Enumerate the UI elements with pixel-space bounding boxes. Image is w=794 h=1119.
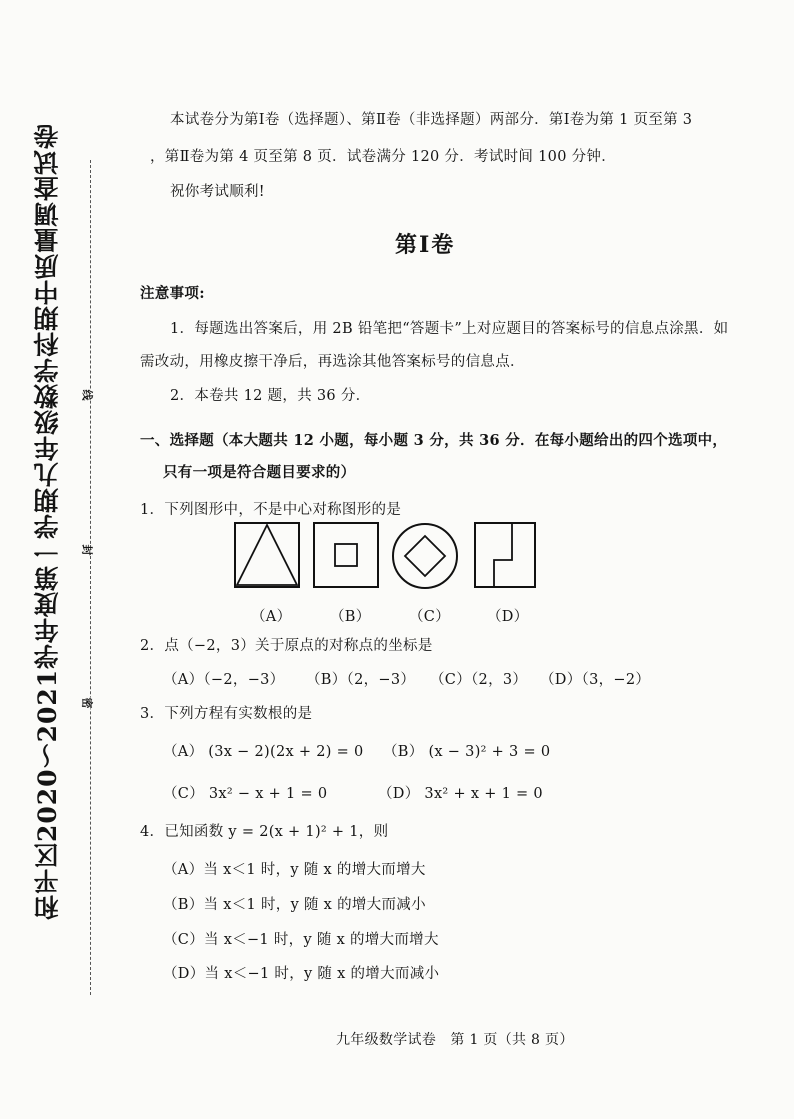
q1-figure-b [313,522,379,588]
notes-heading: 注意事项: [140,285,205,302]
q4-stem: 4．已知函数 y = 2(x + 1)² + 1，则 [140,824,389,840]
q2-stem: 2．点（−2，3）关于原点的对称点的坐标是 [140,638,433,654]
q2-option-c: （C）（2，3） [430,672,528,688]
section-title: 第Ⅰ卷 [395,232,456,258]
exam-title-vertical: 和平区2020～2021学年度第一学期九年级数学科期中质量调查试卷 [33,122,62,920]
q1-figure-a [234,522,300,588]
q1-figure-d [474,522,536,588]
q4-option-b: （B）当 x＜1 时，y 随 x 的增大而减小 [163,897,426,913]
q3-option-b: （B） (x − 3)² + 3 = 0 [383,744,551,760]
q3-option-c: （C） 3x² − x + 1 = 0 [163,786,328,802]
q3-stem: 3．下列方程有实数根的是 [140,706,313,722]
q1-label-d: （D） [487,609,529,625]
notes-item-1-line-2: 需改动，用橡皮擦干净后，再选涂其他答案标号的信息点． [140,354,525,370]
q1-label-b: （B） [330,609,371,625]
q1-stem: 1．下列图形中，不是中心对称图形的是 [140,502,402,518]
q1-figure-c [391,522,459,590]
q2-option-b: （B）（2，−3） [306,672,416,688]
binding-mark-seal: 封 [78,545,98,556]
q2-option-a: （A）（−2，−3） [163,672,285,688]
q4-option-a: （A）当 x＜1 时，y 随 x 的增大而增大 [163,862,426,878]
q4-option-d: （D）当 x＜−1 时，y 随 x 的增大而减小 [163,966,440,982]
q2-option-d: （D）（3，−2） [540,672,651,688]
q4-option-c: （C）当 x＜−1 时，y 随 x 的增大而增大 [163,932,439,948]
binding-mark-secret: 密 [78,698,98,709]
part1-heading-line-1: 一、选择题（本大题共 12 小题，每小题 3 分，共 36 分．在每小题给出的四个选项中， [140,432,728,449]
page-footer: 九年级数学试卷 第 1 页（共 8 页） [336,1032,574,1048]
binding-line [90,160,91,995]
notes-item-2: 2．本卷共 12 题，共 36 分． [170,388,371,404]
q3-option-d: （D） 3x² + x + 1 = 0 [378,786,543,802]
q1-label-a: （A） [251,609,292,625]
intro-line-2: ，第Ⅱ卷为第 4 页至第 8 页．试卷满分 120 分．考试时间 100 分钟． [150,149,617,165]
part1-heading-line-2: 只有一项是符合题目要求的） [163,464,356,481]
binding-mark-line: 线 [78,390,98,401]
notes-item-1-line-1: 1．每题选出答案后，用 2B 铅笔把“答题卡”上对应题目的答案标号的信息点涂黑．如 [170,321,729,337]
intro-wish: 祝你考试顺利! [170,184,265,200]
q3-option-a: （A） (3x − 2)(2x + 2) = 0 [163,744,364,760]
intro-line-1: 本试卷分为第Ⅰ卷（选择题）、第Ⅱ卷（非选择题）两部分．第Ⅰ卷为第 1 页至第 3 [170,112,693,128]
q1-label-c: （C） [409,609,450,625]
